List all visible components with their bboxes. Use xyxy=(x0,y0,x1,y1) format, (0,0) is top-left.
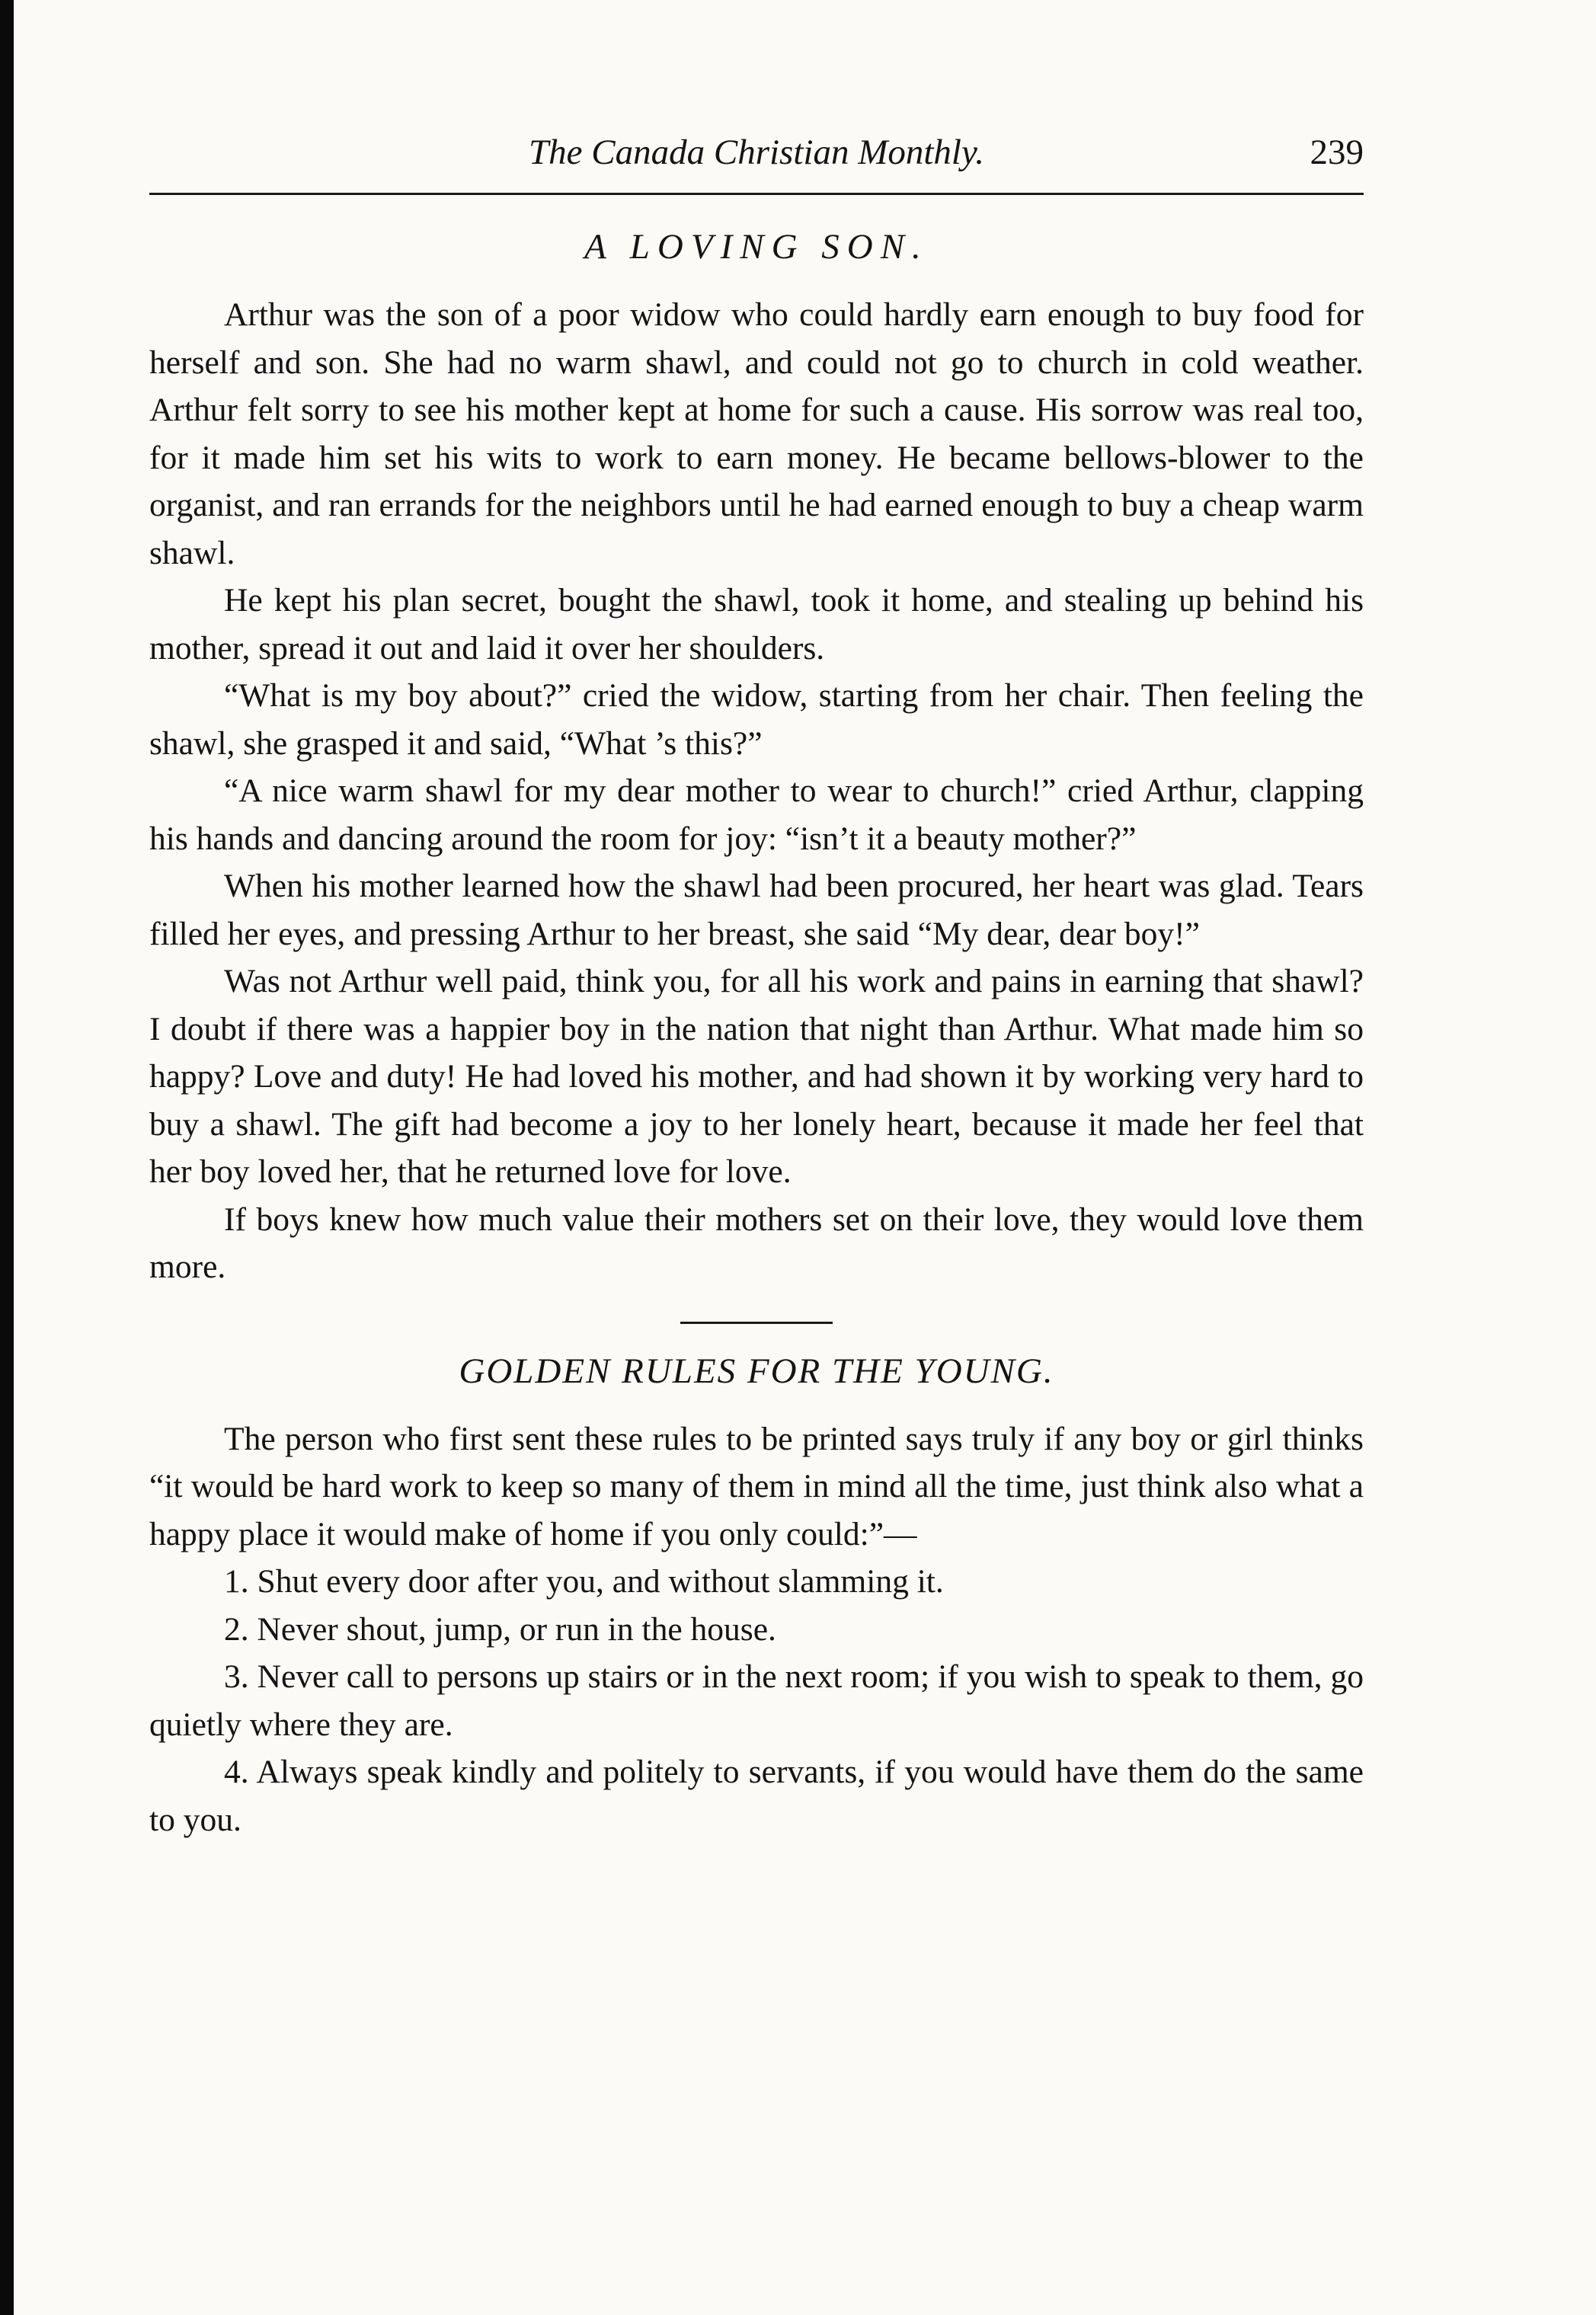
paragraph: Was not Arthur well paid, think you, for all his work and pains in earning that shawl? I doubt if there was a happier boy in the nation that night than Arthur. What made him so happy? Love and duty! He had loved his mother, and had shown it by working very hard to buy a shawl. The gift had become a joy to her lonely heart, because it made her feel that her boy loved her, that he returned love for love. xyxy=(149,963,1364,1190)
journal-title: The Canada Christian Monthly. xyxy=(529,133,984,172)
paragraph: “A nice warm shawl for my dear mother to wear to church!” cried Arthur, clapping his hands and dancing around the room for joy: “isn’t it a beauty mother?” xyxy=(149,772,1364,857)
rule-item: 2. Never shout, jump, or run in the house. xyxy=(224,1610,776,1648)
paragraph: Arthur was the son of a poor widow who could hardly earn enough to buy food for herself and son. She had no warm shawl, and could not go to church in cold weather. Arthur felt sorry to see his mother kept at home for such a cause. His sorrow was real too, for it made him set his wits to work to earn money. He became bellows-blower to the organist, and ran errands for the neighbors until he had earned enough to buy a cheap warm shawl. xyxy=(149,296,1364,571)
rule-item: 4. Always speak kindly and politely to servants, if you would have them do the same to you. xyxy=(149,1754,1364,1838)
running-head xyxy=(149,126,1364,179)
page xyxy=(149,126,1364,1843)
rule-item: 1. Shut every door after you, and without slamming it. xyxy=(224,1563,944,1600)
article-title-golden-rules: GOLDEN RULES FOR THE YOUNG. xyxy=(459,1351,1054,1391)
binding-edge xyxy=(0,0,14,2315)
rule-item: 3. Never call to persons up stairs or in the next room; if you wish to speak to them, go quietly where they are. xyxy=(149,1658,1364,1743)
article-body-loving-son xyxy=(149,291,1364,1291)
section-divider xyxy=(680,1322,833,1324)
paragraph: The person who first sent these rules to be printed says truly if any boy or girl thinks “it would be hard work to keep so many of them in mind all the time, just think also what a happy place it would make of home if you only could:”— xyxy=(149,1420,1364,1552)
article-body-golden-rules xyxy=(149,1415,1364,1844)
article-title-loving-son: A LOVING SON. xyxy=(584,227,929,267)
paragraph: He kept his plan secret, bought the shawl, took it home, and stealing up behind his mother, spread it out and laid it over her shoulders. xyxy=(149,582,1364,667)
page-number: 239 xyxy=(1310,133,1364,172)
paragraph: When his mother learned how the shawl had been procured, her heart was glad. Tears filled her eyes, and pressing Arthur to her breast, she said “My dear, dear boy!” xyxy=(149,868,1364,952)
paragraph: If boys knew how much value their mothers set on their love, they would love them more. xyxy=(149,1201,1364,1285)
paragraph: “What is my boy about?” cried the widow, starting from her chair. Then feeling the shawl, she grasped it and said, “What ’s this?” xyxy=(149,677,1364,762)
header-rule xyxy=(149,193,1364,195)
